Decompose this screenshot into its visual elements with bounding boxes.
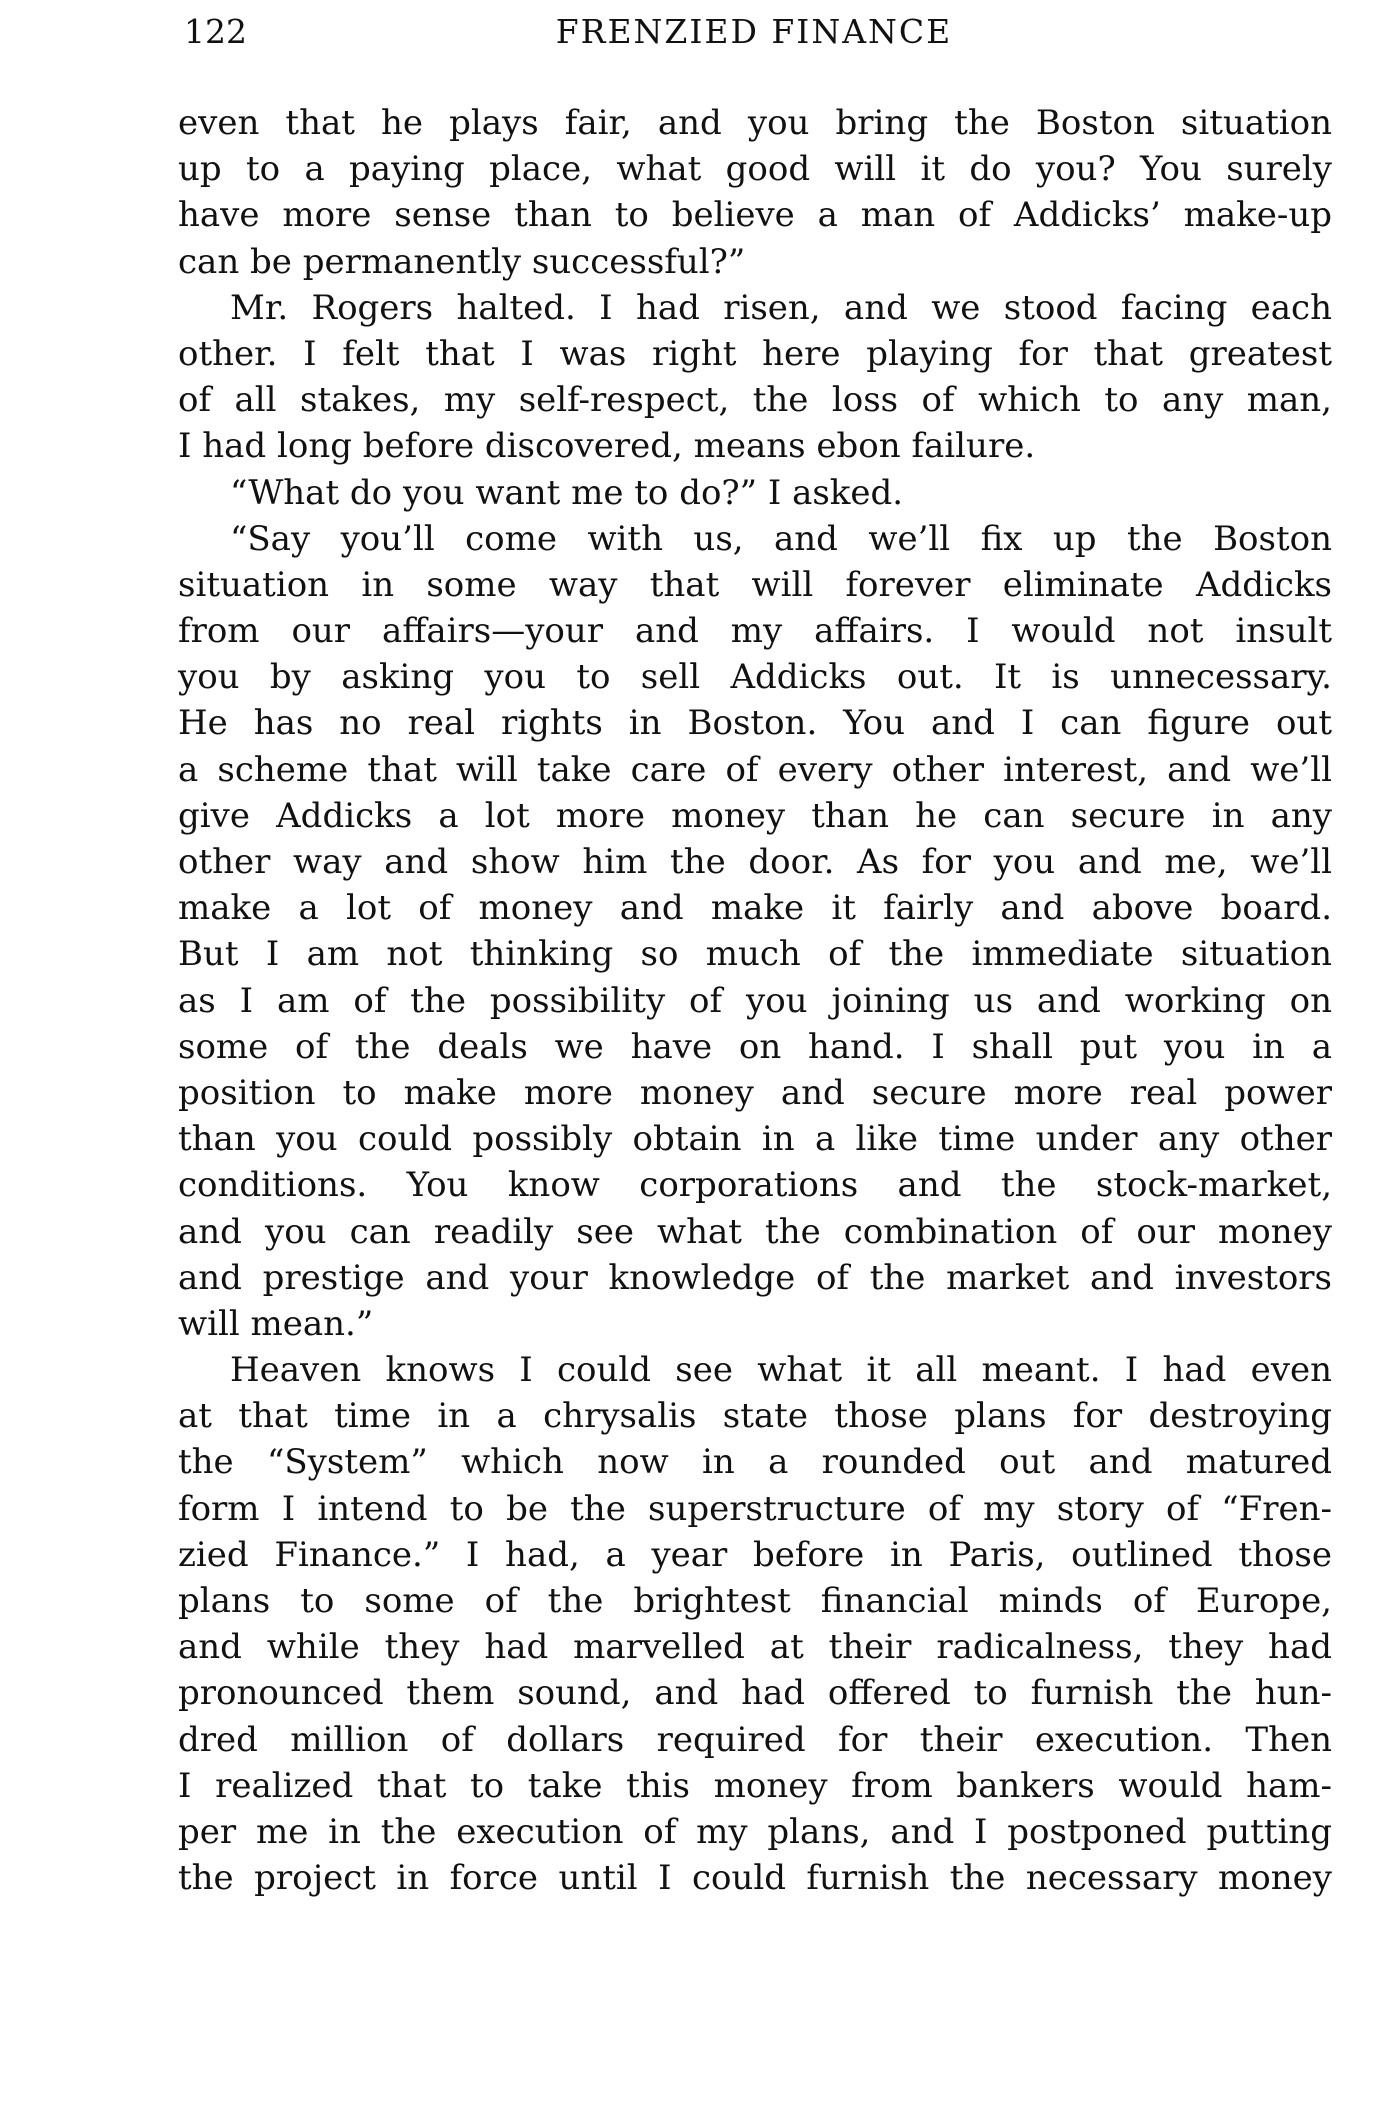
text-line: situation in some way that will forever eliminate Addicks: [178, 564, 1332, 605]
text-line: than you could possibly obtain in a like time under any other: [178, 1119, 1332, 1160]
text-line: make a lot of money and make it fairly and above board.: [178, 888, 1332, 929]
text-line: as I am of the possibility of you joining us and working on: [178, 980, 1332, 1021]
text-line: from our affairs—your and my affairs. I would not insult: [178, 611, 1332, 652]
text-line: “What do you want me to do?” I asked.: [230, 472, 904, 513]
text-line: But I am not thinking so much of the immediate situation: [178, 934, 1332, 975]
text-line: some of the deals we have on hand. I shall put you in a: [178, 1026, 1332, 1067]
text-line: you by asking you to sell Addicks out. It is unnecessary.: [178, 657, 1332, 698]
text-line: of all stakes, my self-respect, the loss of which to any man,: [178, 380, 1332, 421]
text-line: pronounced them sound, and had offered to furnish the hun-: [178, 1673, 1332, 1714]
text-line: “Say you’ll come with us, and we’ll fix up the Boston: [230, 518, 1332, 559]
text-line: a scheme that will take care of every other interest, and we’ll: [178, 749, 1332, 790]
text-line: can be permanently successful?”: [178, 241, 746, 282]
text-line: I had long before discovered, means ebon failure.: [178, 426, 1036, 467]
text-line: position to make more money and secure more real power: [178, 1072, 1332, 1113]
text-line: give Addicks a lot more money than he can secure in any: [178, 795, 1332, 836]
text-line: will mean.”: [178, 1303, 374, 1344]
text-line: even that he plays fair, and you bring the Boston situation: [178, 103, 1332, 143]
text-line: other. I felt that I was right here playing for that greatest: [178, 333, 1332, 374]
body-text: [178, 100, 1332, 1901]
text-line: plans to some of the brightest financial minds of Europe,: [178, 1581, 1332, 1621]
text-line: I realized that to take this money from bankers would ham-: [178, 1765, 1332, 1806]
text-line: per me in the execution of my plans, and I postponed putting: [178, 1811, 1332, 1852]
running-head: [184, 4, 1324, 60]
text-line: other way and show him the door. As for you and me, we’ll: [178, 842, 1332, 882]
text-line: zied Finance.” I had, a year before in Paris, outlined those: [178, 1534, 1332, 1575]
text-line: and you can readily see what the combination of our money: [178, 1211, 1332, 1252]
text-line: Mr. Rogers halted. I had risen, and we stood facing each: [230, 287, 1332, 328]
text-line: conditions. You know corporations and the stock-market,: [178, 1165, 1332, 1206]
text-line: at that time in a chrysalis state those plans for destroying: [178, 1396, 1332, 1437]
text-line: form I intend to be the superstructure of my story of “Fren-: [178, 1488, 1332, 1529]
running-title: FRENZIED FINANCE: [555, 12, 953, 51]
page-number: 122: [184, 12, 247, 51]
text-line: the “System” which now in a rounded out and matured: [178, 1442, 1332, 1483]
text-line: the project in force until I could furnish the necessary money: [178, 1858, 1332, 1899]
text-line: and while they had marvelled at their radicalness, they had: [178, 1627, 1332, 1668]
text-line: up to a paying place, what good will it do you? You surely: [178, 149, 1332, 190]
text-line: dred million of dollars required for their execution. Then: [178, 1719, 1332, 1760]
text-line: have more sense than to believe a man of Addicks’ make-up: [178, 195, 1332, 236]
text-line: He has no real rights in Boston. You and I can figure out: [178, 703, 1332, 744]
text-line: Heaven knows I could see what it all meant. I had even: [230, 1350, 1332, 1391]
text-line: and prestige and your knowledge of the market and investors: [178, 1257, 1332, 1298]
